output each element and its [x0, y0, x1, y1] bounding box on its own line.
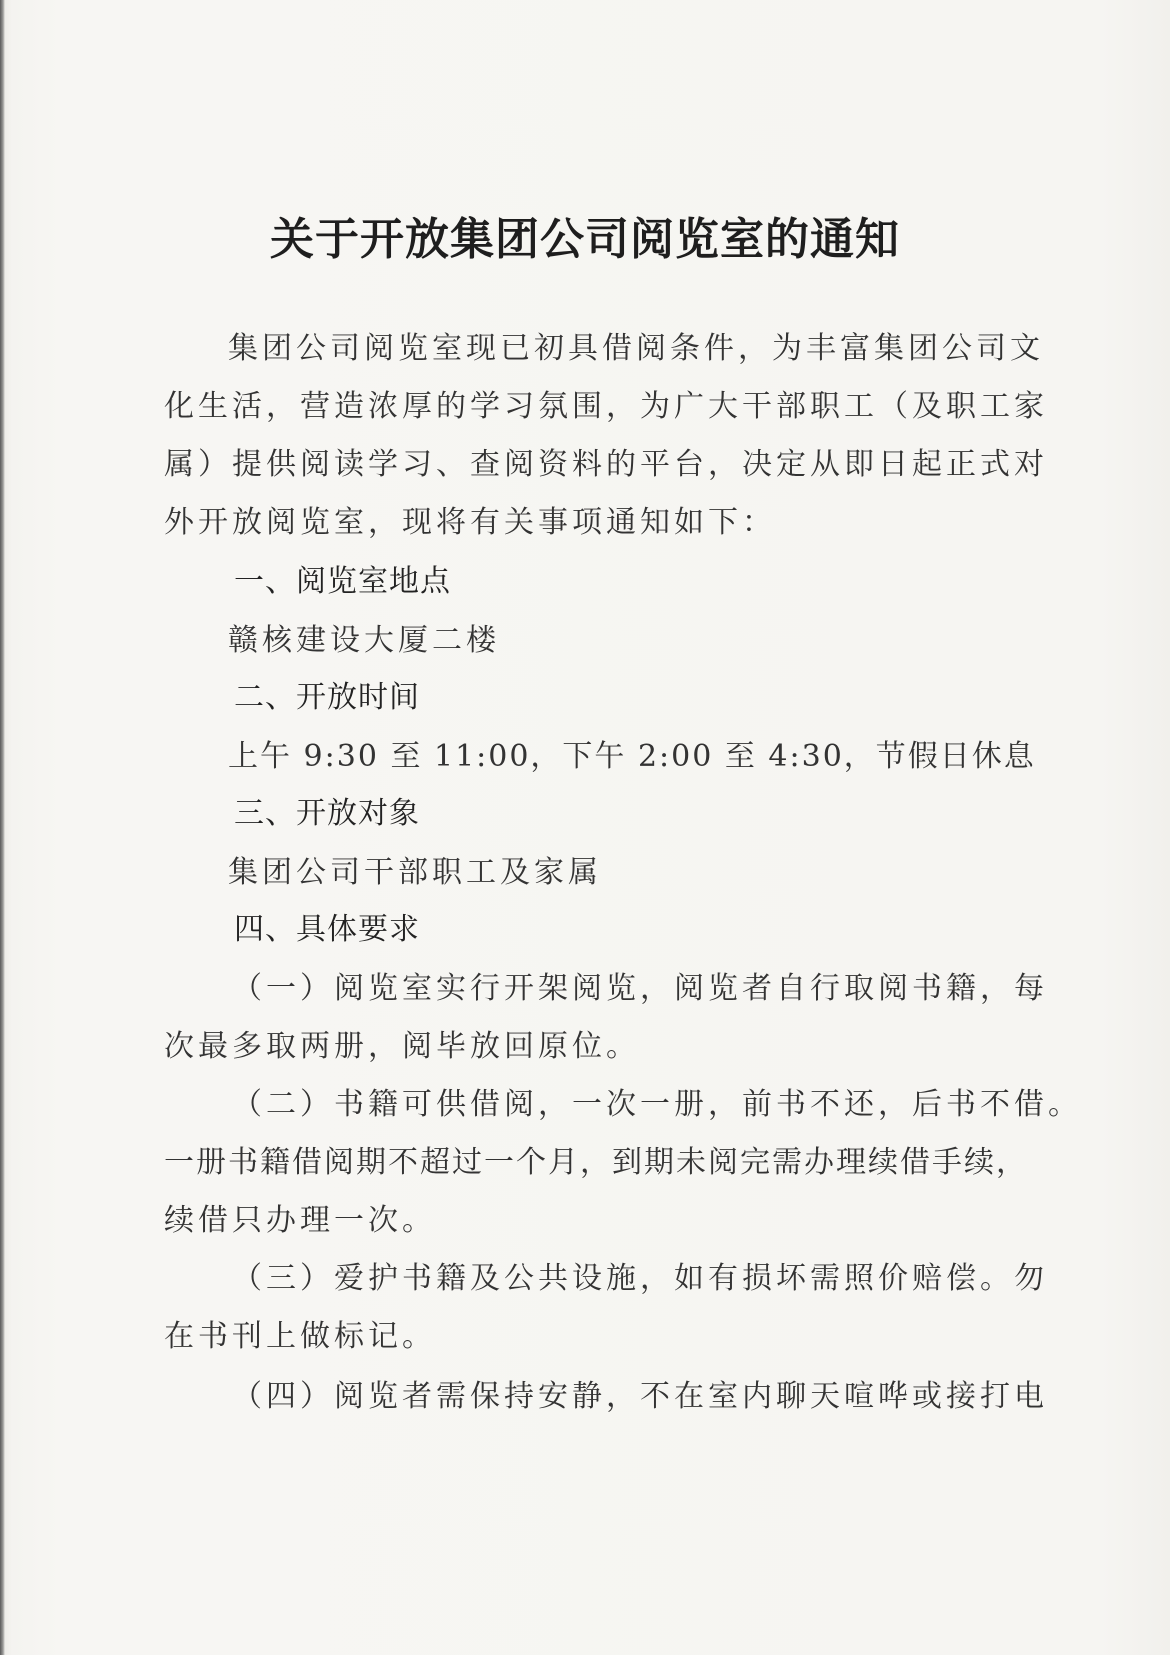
section-content-hours: 上午 9:30 至 11:00，下午 2:00 至 4:30，节假日休息: [228, 739, 1036, 774]
requirement-2-line-2: 一册书籍借阅期不超过一个月，到期未阅完需办理续借手续，: [164, 1145, 1028, 1180]
section-heading-requirements: 四、具体要求: [234, 912, 420, 947]
document-title: 关于开放集团公司阅览室的通知: [270, 214, 900, 265]
intro-line-2: 化生活，营造浓厚的学习氛围，为广大干部职工（及职工家: [164, 389, 1048, 424]
requirement-3-line-1: （三）爱护书籍及公共设施，如有损坏需照价赔偿。勿: [232, 1261, 1048, 1296]
requirement-2-line-3: 续借只办理一次。: [164, 1203, 436, 1238]
intro-line-3: 属）提供阅读学习、查阅资料的平台，决定从即日起正式对: [164, 447, 1048, 482]
requirement-2-line-1: （二）书籍可供借阅，一次一册，前书不还，后书不借。: [232, 1087, 1082, 1122]
section-content-audience: 集团公司干部职工及家属: [228, 855, 602, 890]
requirement-1-line-1: （一）阅览室实行开架阅览，阅览者自行取阅书籍，每: [232, 971, 1048, 1006]
section-heading-audience: 三、开放对象: [234, 796, 420, 831]
section-heading-location: 一、阅览室地点: [234, 564, 451, 599]
section-content-location: 赣核建设大厦二楼: [228, 623, 500, 658]
intro-line-4: 外开放阅览室，现将有关事项通知如下：: [164, 505, 776, 540]
section-heading-hours: 二、开放时间: [234, 680, 420, 715]
requirement-3-line-2: 在书刊上做标记。: [164, 1319, 436, 1354]
requirement-1-line-2: 次最多取两册，阅毕放回原位。: [164, 1029, 640, 1064]
requirement-4-line-1: （四）阅览者需保持安静，不在室内聊天喧哗或接打电: [232, 1379, 1048, 1414]
intro-line-1: 集团公司阅览室现已初具借阅条件，为丰富集团公司文: [228, 331, 1044, 366]
